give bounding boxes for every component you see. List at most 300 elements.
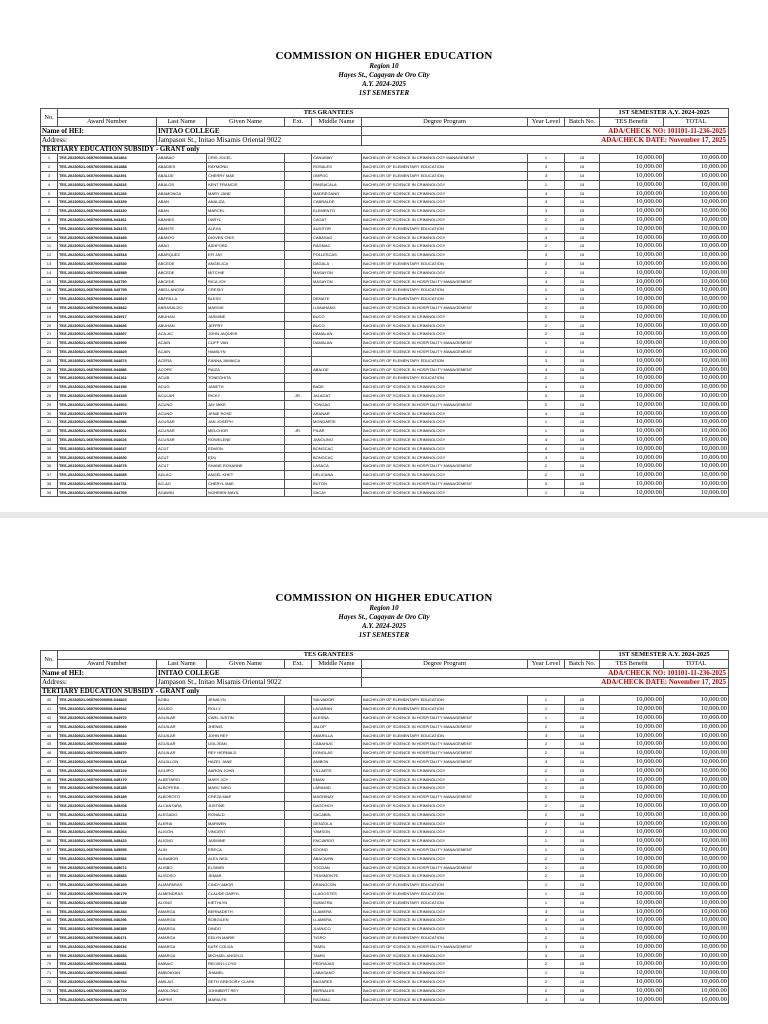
row-no-cell: 46 (41, 749, 58, 758)
tes-benefit-cell: 10,000.00 (600, 383, 664, 392)
hei-label: Name of HEI: (41, 668, 157, 678)
row-no-cell: 53 (41, 810, 58, 819)
given-name-cell: ALEXA (207, 224, 285, 233)
given-name-cell: JHAMEL (207, 969, 285, 978)
table-row (41, 163, 729, 172)
given-name-cell: DIOVEN CRIS (207, 233, 285, 242)
ext-cell (285, 951, 312, 960)
year-level-cell: 1 (528, 713, 565, 722)
tes-benefit-cell: 10,000.00 (600, 749, 664, 758)
last-name-cell: ACAIN (157, 347, 207, 356)
ext-cell (285, 286, 312, 295)
ext-cell (285, 303, 312, 312)
table-row (41, 916, 729, 925)
middle-name-cell: POLLESCAS (312, 251, 362, 260)
row-no-cell: 6 (41, 198, 58, 207)
last-name-cell: ACUT (157, 453, 207, 462)
total-cell: 10,000.00 (664, 471, 729, 480)
table-row (41, 224, 729, 233)
batch-no-cell: 15 (565, 889, 600, 898)
tes-benefit-cell: 10,000.00 (600, 872, 664, 881)
table-row (41, 986, 729, 995)
award-number-cell: TES-20230521-065700000008-044685 (58, 471, 157, 480)
total-cell: 10,000.00 (664, 907, 729, 916)
middle-name-cell: RAGMAC (312, 242, 362, 251)
award-number-cell: TES-20230521-065700000008-043530 (58, 259, 157, 268)
semester-group-header: 1ST SEMESTER A.Y. 2024-2025 (600, 109, 729, 118)
total-cell: 10,000.00 (664, 863, 729, 872)
middle-name-cell: BUTON (312, 479, 362, 488)
given-name-cell: TONEGHITA (207, 374, 285, 383)
table-row (41, 766, 729, 775)
tes-benefit-cell: 10,000.00 (600, 969, 664, 978)
year-level-cell: 3 (528, 995, 565, 1004)
tes-benefit-cell: 10,000.00 (600, 986, 664, 995)
tes-benefit-cell: 10,000.00 (600, 740, 664, 749)
award-number-cell: TES-20230521-065700000008-041888 (58, 163, 157, 172)
table-row (41, 757, 729, 766)
degree-program-cell: BACHELOR OF SCIENCE IN CRIMINOLOGY (362, 453, 528, 462)
given-name-cell: RICKY (207, 391, 285, 400)
total-cell: 10,000.00 (664, 479, 729, 488)
given-name-cell: CRESLY (207, 286, 285, 295)
batch-no-cell: 15 (565, 233, 600, 242)
award-number-cell: TES-20230521-065700000008-046720 (58, 986, 157, 995)
tes-benefit-cell: 10,000.00 (600, 837, 664, 846)
ext-cell (285, 242, 312, 251)
last-name-cell: AMOLONG (157, 986, 207, 995)
last-name-cell: AMARGA (157, 916, 207, 925)
document-header (0, 592, 768, 640)
given-name-cell: JOHN JAQUEHI (207, 330, 285, 339)
year-level-cell: 3 (528, 916, 565, 925)
last-name-cell: ALIGON (157, 828, 207, 837)
award-number-cell: TES-20230521-065700000008-044886 (58, 365, 157, 374)
table-row (41, 872, 729, 881)
row-no-cell: 22 (41, 339, 58, 348)
col-year-level: Year Level (528, 117, 565, 126)
given-name-cell: MARY JOY (207, 775, 285, 784)
ext-cell (285, 986, 312, 995)
batch-no-cell: 15 (565, 154, 600, 163)
table-row (41, 180, 729, 189)
award-number-cell: TES-20230521-065700000008-044731 (58, 479, 157, 488)
award-number-cell: TES-20230521-065700000008-045555 (58, 845, 157, 854)
award-number-cell: TES-20230521-065700000008-043589 (58, 268, 157, 277)
given-name-cell: KENT FRANCIS (207, 180, 285, 189)
middle-name-cell: CABRALDE (312, 198, 362, 207)
year-level-cell: 3 (528, 233, 565, 242)
last-name-cell: ALEGADO (157, 810, 207, 819)
last-name-cell: ACUNO (157, 400, 207, 409)
middle-name-cell: PILAR (312, 427, 362, 436)
table-row (41, 171, 729, 180)
last-name-cell: ABALOS (157, 180, 207, 189)
table-row (41, 312, 729, 321)
last-name-cell: AGUILLON (157, 757, 207, 766)
tes-benefit-cell: 10,000.00 (600, 400, 664, 409)
given-name-cell: MARWEN (207, 819, 285, 828)
row-no-cell: 48 (41, 766, 58, 775)
middle-name-cell: ABALDE (312, 365, 362, 374)
total-cell: 10,000.00 (664, 766, 729, 775)
batch-no-cell: 15 (565, 713, 600, 722)
row-no-cell: 71 (41, 969, 58, 978)
batch-no-cell: 15 (565, 163, 600, 172)
degree-program-cell: BACHELOR OF SCIENCE IN CRIMINOLOGY (362, 383, 528, 392)
award-number-cell: TES-20230521-065700000008-046169 (58, 881, 157, 890)
batch-no-cell: 15 (565, 784, 600, 793)
degree-program-cell: BACHELOR OF SCIENCE IN CRIMINOLOGY (362, 435, 528, 444)
given-name-cell: JOHN REY (207, 731, 285, 740)
row-no-cell: 41 (41, 705, 58, 714)
row-no-cell: 30 (41, 409, 58, 418)
given-name-cell: MELCHOR (207, 427, 285, 436)
tes-grantees-header: TES GRANTEES (58, 109, 600, 118)
year-level-cell: 3 (528, 453, 565, 462)
degree-program-cell: BACHELOR OF SCIENCE IN HOSPITALITY MANAGEMENT (362, 303, 528, 312)
degree-program-cell: BACHELOR OF SCIENCE IN CRIMINOLOGY (362, 766, 528, 775)
award-number-cell: TES-20230521-065700000008-045423 (58, 837, 157, 846)
col-degree-program: Degree Program (362, 659, 528, 668)
row-no-cell: 38 (41, 479, 58, 488)
ext-cell (285, 925, 312, 934)
ext-cell (285, 740, 312, 749)
tes-benefit-cell: 10,000.00 (600, 705, 664, 714)
tes-benefit-cell: 10,000.00 (600, 224, 664, 233)
middle-name-cell: ELEMENTO (312, 207, 362, 216)
row-no-cell: 13 (41, 259, 58, 268)
last-name-cell: ALIGNO (157, 837, 207, 846)
ext-cell (285, 259, 312, 268)
degree-program-cell: BACHELOR OF SCIENCE IN HOSPITALITY MANAGEMENT (362, 757, 528, 766)
last-name-cell: ALBOFERA (157, 784, 207, 793)
table-row (41, 391, 729, 400)
degree-program-cell: BACHELOR OF SCIENCE IN CRIMINOLOGY (362, 312, 528, 321)
middle-name-cell: SALVADOR (312, 696, 362, 705)
total-cell: 10,000.00 (664, 854, 729, 863)
year-level-cell: 1 (528, 881, 565, 890)
ext-cell (285, 916, 312, 925)
batch-no-cell: 15 (565, 977, 600, 986)
table-row (41, 339, 729, 348)
ext-cell (285, 488, 312, 497)
table-row (41, 242, 729, 251)
award-number-cell: TES-20230521-065700000008-043339 (58, 198, 157, 207)
table-row (41, 898, 729, 907)
degree-program-cell: BACHELOR OF SCIENCE IN CRIMINOLOGY (362, 180, 528, 189)
degree-program-cell: BACHELOR OF SCIENCE IN CRIMINOLOGY (362, 198, 528, 207)
table-row (41, 444, 729, 453)
tes-benefit-cell: 10,000.00 (600, 479, 664, 488)
table-row (41, 925, 729, 934)
given-name-cell: CLAUDE DAIRYL (207, 889, 285, 898)
row-no-cell: 25 (41, 365, 58, 374)
table-row (41, 330, 729, 339)
ext-cell (285, 705, 312, 714)
row-no-cell: 7 (41, 207, 58, 216)
middle-name-cell: ABACAHIN (312, 854, 362, 863)
ext-cell (285, 872, 312, 881)
row-no-cell: 64 (41, 907, 58, 916)
last-name-cell: ACUT (157, 462, 207, 471)
middle-name-cell: LASACA (312, 462, 362, 471)
row-no-cell: 35 (41, 453, 58, 462)
award-number-cell: TES-20230521-065700000008-045839 (58, 740, 157, 749)
last-name-cell: AMARGA (157, 942, 207, 951)
row-no-cell: 69 (41, 951, 58, 960)
ext-cell (285, 154, 312, 163)
table-row (41, 435, 729, 444)
year-level-cell: 2 (528, 828, 565, 837)
row-no-cell: 67 (41, 933, 58, 942)
last-name-cell: AGUILAR (157, 713, 207, 722)
ext-cell (285, 251, 312, 260)
last-name-cell: ABELLANOSA (157, 286, 207, 295)
degree-program-cell: BACHELOR OF SCIENCE IN CRIMINOLOGY (362, 819, 528, 828)
hei-label: Name of HEI: (41, 126, 157, 136)
table-row (41, 347, 729, 356)
ext-cell (285, 295, 312, 304)
total-cell: 10,000.00 (664, 872, 729, 881)
degree-program-cell: BACHELOR OF SCIENCE IN CRIMINOLOGY MANAGEMENT (362, 154, 528, 163)
total-cell: 10,000.00 (664, 960, 729, 969)
middle-name-cell: ENCIARDO (312, 837, 362, 846)
total-cell: 10,000.00 (664, 286, 729, 295)
middle-name-cell: SACABIN (312, 810, 362, 819)
ext-cell (285, 722, 312, 731)
batch-no-cell: 15 (565, 881, 600, 890)
last-name-cell: ABUHAN (157, 312, 207, 321)
award-number-cell: TES-20230521-065700000008-046775 (58, 995, 157, 1004)
table-row (41, 828, 729, 837)
award-number-cell: TES-20230521-065700000008-046683 (58, 969, 157, 978)
batch-no-cell: 15 (565, 925, 600, 934)
ada-check-date: ADA/CHECK DATE: November 17, 2025 (362, 678, 729, 688)
row-no-cell: 73 (41, 986, 58, 995)
row-no-cell: 29 (41, 400, 58, 409)
table-row (41, 268, 729, 277)
middle-name-cell: JALOP (312, 722, 362, 731)
degree-program-cell: BACHELOR OF ELEMENTARY EDUCATION (362, 889, 528, 898)
year-level-cell: 1 (528, 339, 565, 348)
award-number-cell: TES-20230521-065700000008-043430 (58, 207, 157, 216)
middle-name-cell: ARANGCON (312, 881, 362, 890)
last-name-cell: ACUSAR (157, 427, 207, 436)
tes-benefit-cell: 10,000.00 (600, 444, 664, 453)
middle-name-cell: ALESNA (312, 713, 362, 722)
batch-no-cell: 15 (565, 268, 600, 277)
middle-name-cell: TAMSI (312, 942, 362, 951)
table-row (41, 453, 729, 462)
table-row (41, 775, 729, 784)
year-level-cell: 2 (528, 749, 565, 758)
grantee-rows (41, 154, 729, 497)
tes-benefit-cell: 10,000.00 (600, 268, 664, 277)
ext-cell: JR. (285, 427, 312, 436)
middle-name-cell: TAMSI (312, 951, 362, 960)
degree-program-cell: BACHELOR OF SCIENCE IN CRIMINOLOGY (362, 969, 528, 978)
batch-no-cell: 15 (565, 435, 600, 444)
table-row (41, 471, 729, 480)
header-semester: 1ST SEMESTER (358, 89, 410, 97)
row-no-cell: 27 (41, 383, 58, 392)
last-name-cell: ALMAPARAS (157, 881, 207, 890)
degree-program-cell: BACHELOR OF SCIENCE IN CRIMINOLOGY (362, 207, 528, 216)
last-name-cell: ALISBO (157, 863, 207, 872)
tes-benefit-cell: 10,000.00 (600, 251, 664, 260)
award-number-cell: TES-20230521-065700000008-043489 (58, 233, 157, 242)
col-award-number: Award Number (58, 659, 157, 668)
given-name-cell: JASMINE (207, 837, 285, 846)
given-name-cell: BLESS (207, 295, 285, 304)
year-level-cell: 1 (528, 696, 565, 705)
award-number-cell: TES-20230521-065700000008-043917 (58, 312, 157, 321)
batch-no-cell: 15 (565, 180, 600, 189)
award-number-cell: TES-20230521-065700000008-043493 (58, 242, 157, 251)
last-name-cell: ABAN (157, 207, 207, 216)
batch-no-cell: 15 (565, 872, 600, 881)
col-batch-no: Batch No. (565, 659, 600, 668)
ext-cell (285, 801, 312, 810)
batch-no-cell: 15 (565, 722, 600, 731)
degree-program-cell: BACHELOR OF SCIENCE IN CRIMINOLOGY (362, 471, 528, 480)
year-level-cell: 2 (528, 977, 565, 986)
middle-name-cell: DEMATE (312, 295, 362, 304)
degree-program-cell: BACHELOR OF SCIENCE IN CRIMINOLOGY (362, 444, 528, 453)
award-number-cell: TES-20230521-065700000008-044678 (58, 462, 157, 471)
award-number-cell: TES-20230521-065700000008-045170 (58, 775, 157, 784)
batch-no-cell: 15 (565, 356, 600, 365)
col-ext: Ext. (285, 659, 312, 668)
middle-name-cell: YAMSON (312, 828, 362, 837)
batch-no-cell: 15 (565, 828, 600, 837)
last-name-cell: ACUT (157, 444, 207, 453)
given-name-cell: ROWELENE (207, 435, 285, 444)
year-level-cell: 2 (528, 793, 565, 802)
ext-cell (285, 479, 312, 488)
table-row (41, 995, 729, 1004)
batch-no-cell: 15 (565, 409, 600, 418)
degree-program-cell: BACHELOR OF SCIENCE IN HOSPITALITY MANAGEMENT (362, 479, 528, 488)
table-row (41, 259, 729, 268)
table-row (41, 277, 729, 286)
middle-name-cell: JANOLINO (312, 435, 362, 444)
year-level-cell: 3 (528, 479, 565, 488)
ext-cell (285, 471, 312, 480)
degree-program-cell: BACHELOR OF SCIENCE IN HOSPITALITY MANAGEMENT (362, 793, 528, 802)
award-number-cell: TES-20230521-065700000008-046471 (58, 933, 157, 942)
total-cell: 10,000.00 (664, 356, 729, 365)
degree-program-cell: BACHELOR OF SCIENCE IN HOSPITALITY MANAGEMENT (362, 722, 528, 731)
year-level-cell: 1 (528, 427, 565, 436)
ext-cell (285, 321, 312, 330)
last-name-cell: ALMENDRAS (157, 889, 207, 898)
total-cell: 10,000.00 (664, 713, 729, 722)
ext-cell (285, 713, 312, 722)
row-no-cell: 50 (41, 784, 58, 793)
award-number-cell: TES-20230521-065700000008-046189 (58, 898, 157, 907)
award-number-cell: TES-20230521-065700000008-044601 (58, 427, 157, 436)
row-no-cell: 68 (41, 942, 58, 951)
degree-program-cell: BACHELOR OF ELEMENTARY EDUCATION (362, 731, 528, 740)
row-no-cell: 56 (41, 837, 58, 846)
degree-program-cell: BACHELOR OF ELEMENTARY EDUCATION (362, 356, 528, 365)
table-row (41, 374, 729, 383)
award-number-cell: TES-20230521-065700000008-045069 (58, 722, 157, 731)
table-row (41, 810, 729, 819)
last-name-cell: AGUILAR (157, 740, 207, 749)
award-number-cell: TES-20230521-065700000008-045583 (58, 854, 157, 863)
year-level-cell: 2 (528, 722, 565, 731)
ext-cell (285, 969, 312, 978)
year-level-cell: 2 (528, 471, 565, 480)
degree-program-cell: BACHELOR OF SCIENCE IN CRIMINOLOGY (362, 391, 528, 400)
total-cell: 10,000.00 (664, 259, 729, 268)
tes-benefit-cell: 10,000.00 (600, 215, 664, 224)
row-no-cell: 44 (41, 731, 58, 740)
middle-name-cell: TRASMONTE (312, 872, 362, 881)
degree-program-cell: BACHELOR OF SCIENCE IN CRIMINOLOGY (362, 488, 528, 497)
row-no-cell: 74 (41, 995, 58, 1004)
table-row (41, 837, 729, 846)
degree-program-cell: BACHELOR OF SCIENCE IN HOSPITALITY MANAGEMENT (362, 365, 528, 374)
total-cell: 10,000.00 (664, 837, 729, 846)
award-number-cell: TES-20230521-065700000008-043461 (58, 215, 157, 224)
batch-no-cell: 15 (565, 391, 600, 400)
table-row (41, 251, 729, 260)
ext-cell (285, 383, 312, 392)
col-tes-benefit: TES Benefit (600, 117, 664, 126)
middle-name-cell: TOCDAN (312, 863, 362, 872)
table-row (41, 960, 729, 969)
row-no-cell: 63 (41, 898, 58, 907)
tes-benefit-cell: 10,000.00 (600, 303, 664, 312)
row-no-cell: 36 (41, 462, 58, 471)
last-name-cell: ABAMONGA (157, 189, 207, 198)
award-number-cell: TES-20230521-065700000008-044586 (58, 418, 157, 427)
middle-name-cell: DAMALAN (312, 330, 362, 339)
year-level-cell: 3 (528, 207, 565, 216)
col-total: TOTAL (664, 117, 729, 126)
given-name-cell: SHANE ROXANNE (207, 462, 285, 471)
batch-no-cell: 15 (565, 418, 600, 427)
total-cell: 10,000.00 (664, 731, 729, 740)
last-name-cell: AGUIPO (157, 766, 207, 775)
ext-cell (285, 444, 312, 453)
total-cell: 10,000.00 (664, 722, 729, 731)
tes-benefit-cell: 10,000.00 (600, 471, 664, 480)
year-level-cell: 1 (528, 705, 565, 714)
middle-name-cell (312, 347, 362, 356)
total-cell: 10,000.00 (664, 986, 729, 995)
degree-program-cell: BACHELOR OF SCIENCE IN CRIMINOLOGY (362, 321, 528, 330)
given-name-cell: EDU (207, 453, 285, 462)
last-name-cell: ABANTE (157, 224, 207, 233)
col-batch-no: Batch No. (565, 117, 600, 126)
row-no-cell: 54 (41, 819, 58, 828)
batch-no-cell: 15 (565, 775, 600, 784)
year-level-cell: 3 (528, 925, 565, 934)
ext-cell (285, 435, 312, 444)
row-no-cell: 11 (41, 242, 58, 251)
tes-benefit-cell: 10,000.00 (600, 810, 664, 819)
last-name-cell: AMARGA (157, 951, 207, 960)
total-cell: 10,000.00 (664, 303, 729, 312)
batch-no-cell: 15 (565, 462, 600, 471)
degree-program-cell: BACHELOR OF SCIENCE IN HOSPITALITY MANAGEMENT (362, 845, 528, 854)
batch-no-cell: 15 (565, 863, 600, 872)
